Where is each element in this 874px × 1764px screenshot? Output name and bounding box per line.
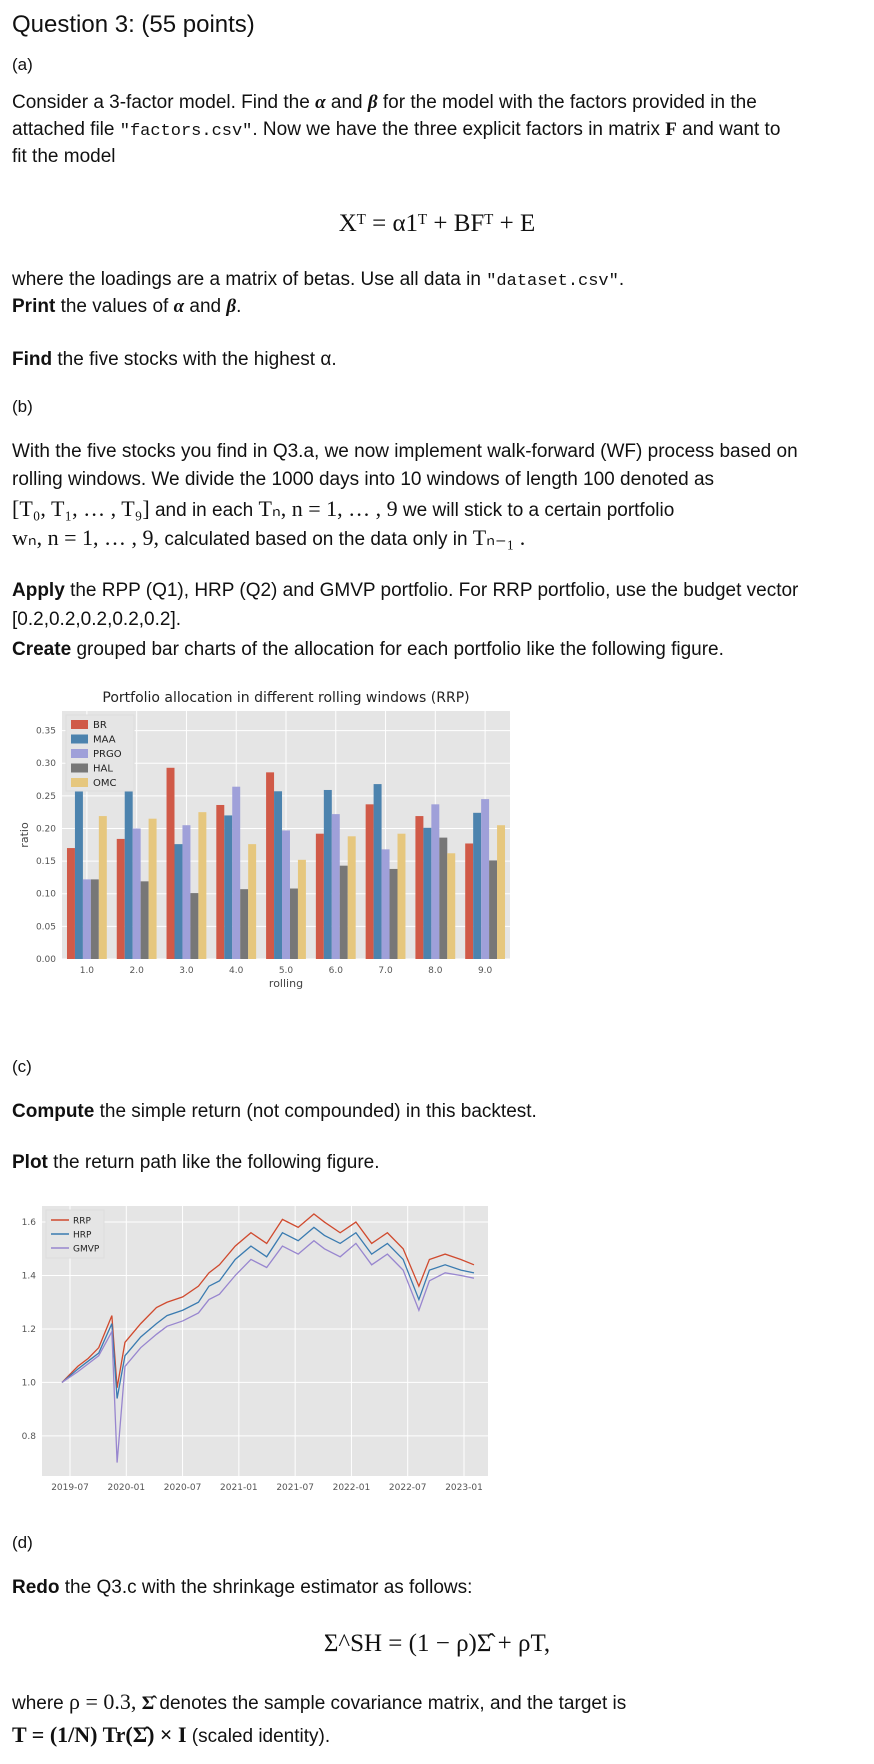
bar-prgo bbox=[382, 849, 390, 959]
bar-maa bbox=[125, 784, 133, 959]
bar-omc bbox=[348, 836, 356, 959]
part-d-where-line: where ρ = 0.3, Σ̂ denotes the sample covariance matrix, and the target is bbox=[12, 1689, 627, 1714]
line-chart-x-tick-label: 2019-07 bbox=[51, 1483, 89, 1493]
bar-maa bbox=[75, 784, 83, 959]
bar-omc bbox=[447, 853, 455, 959]
bar-br bbox=[266, 772, 274, 959]
bar-prgo bbox=[431, 804, 439, 959]
bar-chart-y-tick-label: 0.10 bbox=[35, 889, 56, 900]
bar-hal bbox=[439, 838, 447, 959]
bar-chart-x-tick-label: 3.0 bbox=[179, 966, 194, 976]
line-chart-y-tick-label: 1.2 bbox=[21, 1324, 36, 1335]
line-chart-x-tick-label: 2021-07 bbox=[276, 1483, 314, 1493]
return-path-line-chart bbox=[0, 1200, 500, 1505]
bar-prgo bbox=[481, 799, 489, 959]
bar-hal bbox=[390, 869, 398, 959]
bar-chart-y-tick-label: 0.20 bbox=[35, 824, 56, 835]
part-a-label: (a) bbox=[12, 55, 33, 74]
bar-chart-legend-label: HAL bbox=[93, 763, 113, 775]
bar-chart-x-tick-label: 8.0 bbox=[428, 966, 443, 976]
bar-br bbox=[415, 816, 423, 959]
bar-hal bbox=[489, 860, 497, 959]
bar-omc bbox=[248, 844, 256, 959]
bar-hal bbox=[240, 889, 248, 959]
bar-prgo bbox=[182, 825, 190, 959]
line-chart-x-tick-label: 2023-01 bbox=[445, 1483, 483, 1493]
line-chart-y-tick-label: 1.0 bbox=[21, 1378, 36, 1389]
bar-chart-x-tick-label: 2.0 bbox=[129, 966, 144, 976]
bar-chart-legend-swatch bbox=[71, 749, 88, 758]
part-d-label: (d) bbox=[12, 1533, 33, 1552]
bar-chart-y-axis-label: ratio bbox=[18, 822, 31, 848]
part-c-plot-line: Plot the return path like the following figure. bbox=[12, 1152, 380, 1173]
bar-chart-y-tick-label: 0.15 bbox=[35, 857, 56, 868]
bar-br bbox=[117, 839, 125, 959]
bar-hal bbox=[190, 893, 198, 959]
part-a-paragraph-line-2: attached file "factors.csv". Now we have the three explicit factors in matrix F and want to bbox=[12, 119, 781, 141]
bar-chart-legend-label: MAA bbox=[93, 734, 116, 746]
line-chart-legend-label: GMVP bbox=[73, 1244, 100, 1255]
bar-br bbox=[216, 805, 224, 959]
bar-maa bbox=[174, 844, 182, 959]
bar-chart-x-tick-label: 1.0 bbox=[79, 966, 95, 976]
bar-chart-y-tick-label: 0.30 bbox=[35, 759, 56, 770]
bar-chart-legend-label: OMC bbox=[93, 778, 117, 789]
factor-model-equation: Xᵀ = α1ᵀ + BFᵀ + E bbox=[338, 210, 536, 237]
part-d-target-line: T = (1/N) Tr(Σ̂) × I (scaled identity). bbox=[12, 1722, 331, 1747]
part-b-create-line: Create grouped bar charts of the allocation for each portfolio like the following figure. bbox=[12, 639, 724, 660]
bar-chart-x-tick-label: 7.0 bbox=[378, 966, 393, 976]
bar-chart-x-tick-label: 9.0 bbox=[477, 966, 493, 976]
bar-maa bbox=[423, 828, 431, 959]
bar-maa bbox=[374, 784, 382, 959]
bar-hal bbox=[340, 866, 348, 959]
bar-chart-y-tick-label: 0.35 bbox=[35, 726, 56, 737]
bar-br bbox=[67, 848, 75, 959]
part-b-label: (b) bbox=[12, 397, 33, 416]
bar-chart-legend-swatch bbox=[71, 778, 88, 787]
bar-maa bbox=[324, 790, 332, 959]
part-b-budget-line: [0.2,0.2,0.2,0.2,0.2]. bbox=[12, 609, 182, 630]
bar-prgo bbox=[282, 830, 290, 959]
line-chart-x-tick-label: 2020-07 bbox=[163, 1483, 202, 1493]
line-chart-y-tick-label: 1.6 bbox=[21, 1218, 36, 1229]
part-b-line-3: [T₀, T₁, … , T₉] and in each Tₙ, n = 1, … , 9 we will stick to a certain portfolio bbox=[12, 496, 675, 521]
bar-omc bbox=[298, 860, 306, 959]
part-a-paragraph-line-3: fit the model bbox=[12, 146, 116, 167]
line-chart-y-tick-label: 1.4 bbox=[21, 1271, 36, 1282]
line-chart-x-tick-label: 2020-01 bbox=[107, 1483, 146, 1493]
part-a-print-line: Print the values of α and β. bbox=[12, 296, 242, 317]
bar-chart-y-tick-label: 0.25 bbox=[35, 791, 56, 802]
bar-maa bbox=[473, 813, 481, 959]
bar-omc bbox=[497, 825, 505, 959]
part-a-where-line: where the loadings are a matrix of betas. Use all data in "dataset.csv". bbox=[12, 269, 625, 291]
bar-br bbox=[316, 834, 324, 959]
bar-chart-y-tick-label: 0.00 bbox=[35, 955, 56, 965]
bar-chart-x-axis-label: rolling bbox=[268, 977, 304, 990]
bar-chart-x-tick-label: 6.0 bbox=[328, 966, 343, 976]
line-chart-x-tick-label: 2022-01 bbox=[332, 1483, 371, 1493]
bar-chart-title: Portfolio allocation in different rolling windows (RRP) bbox=[102, 690, 470, 706]
part-d-redo-line: Redo the Q3.c with the shrinkage estimator as follows: bbox=[12, 1577, 473, 1598]
bar-chart-legend-swatch bbox=[71, 764, 88, 773]
bar-omc bbox=[198, 812, 206, 959]
shrinkage-equation: Σ^SH = (1 − ρ)Σ̂ + ρT, bbox=[323, 1630, 551, 1657]
bar-prgo bbox=[332, 814, 340, 959]
bar-hal bbox=[91, 879, 99, 959]
part-a-find-line: Find the five stocks with the highest α. bbox=[12, 349, 337, 370]
bar-prgo bbox=[83, 879, 91, 959]
part-b-line-2: rolling windows. We divide the 1000 days into 10 windows of length 100 denoted as bbox=[12, 469, 715, 490]
line-chart-y-tick-label: 0.8 bbox=[21, 1431, 36, 1442]
bar-hal bbox=[290, 889, 298, 959]
part-c-compute-line: Compute the simple return (not compounded) in this backtest. bbox=[12, 1101, 537, 1122]
question-title: Question 3: (55 points) bbox=[12, 11, 255, 38]
line-chart-legend-label: RRP bbox=[73, 1216, 91, 1227]
factors-file-name: "factors.csv" bbox=[119, 122, 253, 141]
bar-maa bbox=[274, 791, 282, 959]
bar-prgo bbox=[133, 828, 141, 959]
part-b-line-1: With the five stocks you find in Q3.a, we now implement walk-forward (WF) process based on bbox=[12, 441, 798, 462]
line-chart-x-tick-label: 2022-07 bbox=[388, 1483, 427, 1493]
part-c-label: (c) bbox=[12, 1057, 32, 1076]
part-a-paragraph-line-1: Consider a 3-factor model. Find the α and β for the model with the factors provided in the bbox=[12, 92, 757, 113]
bar-chart-x-tick-label: 4.0 bbox=[229, 966, 244, 976]
bar-br bbox=[366, 804, 374, 959]
bar-br bbox=[465, 843, 473, 959]
bar-chart-legend-swatch bbox=[71, 735, 88, 744]
bar-omc bbox=[99, 816, 107, 959]
bar-chart-legend-swatch bbox=[71, 720, 88, 729]
bar-omc bbox=[398, 834, 406, 959]
bar-hal bbox=[141, 881, 149, 959]
bar-omc bbox=[149, 819, 157, 959]
bar-chart-legend-label: BR bbox=[93, 720, 107, 731]
bar-chart-y-tick-label: 0.05 bbox=[35, 922, 56, 933]
allocation-bar-chart bbox=[0, 685, 530, 1025]
line-chart-legend-label: HRP bbox=[73, 1230, 92, 1241]
bar-br bbox=[167, 768, 175, 959]
bar-chart-legend-label: PRGO bbox=[93, 749, 122, 760]
dataset-file-name: "dataset.csv" bbox=[486, 272, 619, 291]
bar-maa bbox=[224, 815, 232, 959]
part-b-line-4: wₙ, n = 1, … , 9, calculated based on the data only in Tₙ₋₁ . bbox=[12, 525, 526, 550]
bar-prgo bbox=[232, 787, 240, 959]
bar-chart-x-tick-label: 5.0 bbox=[278, 966, 294, 976]
part-b-apply-line: Apply the RPP (Q1), HRP (Q2) and GMVP portfolio. For RRP portfolio, use the budget vector bbox=[12, 580, 799, 601]
line-chart-x-tick-label: 2021-01 bbox=[220, 1483, 258, 1493]
